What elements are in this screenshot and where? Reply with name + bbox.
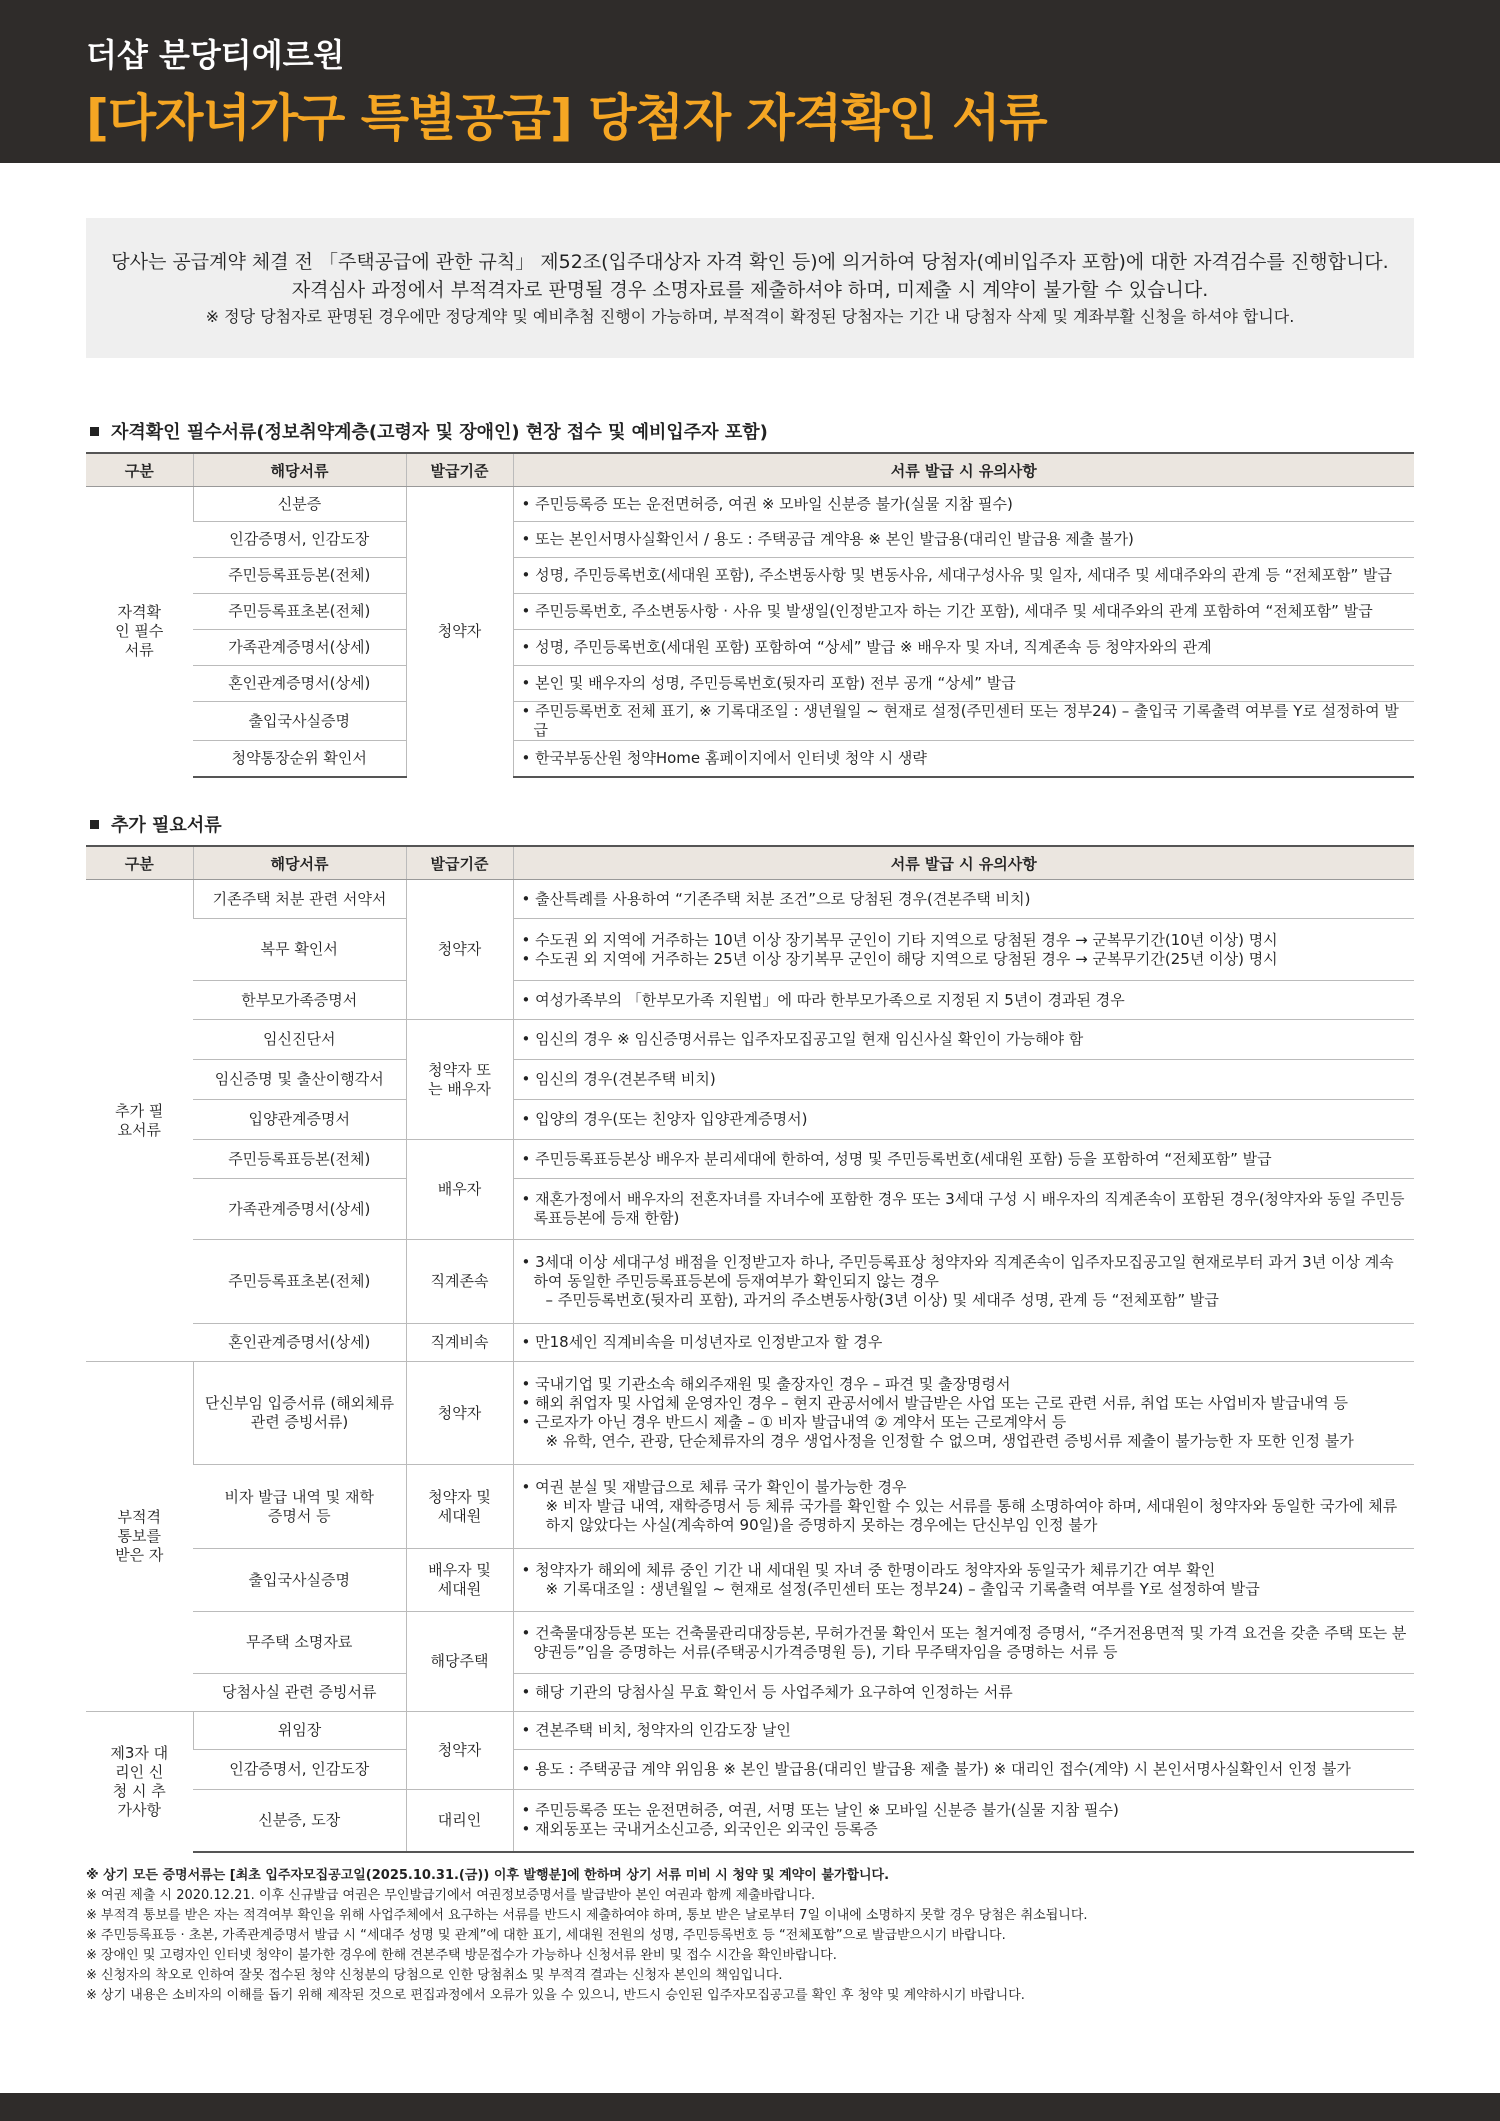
doc-cell: 단신부임 입증서류 (해외체류 관련 증빙서류)	[193, 1362, 406, 1465]
footnote: ※ 신청자의 착오로 인하여 잘못 접수된 청약 신청분의 당첨으로 인한 당첨취소 및 부적격 결과는 신청자 본인의 책임입니다.	[86, 1968, 783, 1983]
table-header-row	[86, 846, 1414, 880]
table-row	[86, 981, 1414, 1020]
note-line: • 견본주택 비치, 청약자의 인감도장 날인	[522, 1721, 1409, 1740]
note-line: • 재외동포는 국내거소신고증, 외국인은 외국인 등록증	[522, 1820, 1409, 1839]
note-cell	[513, 1750, 1414, 1790]
note-cell	[513, 1140, 1414, 1179]
doc-cell: 인감증명서, 인감도장	[193, 522, 406, 558]
group-label: 추가 필요서류	[115, 1101, 164, 1139]
note-line: • 입양의 경우(또는 친양자 입양관계증명서)	[522, 1110, 1409, 1129]
note-line: • 만18세인 직계비속을 미성년자로 인정받고자 할 경우	[522, 1333, 1409, 1352]
note-cell	[513, 1712, 1414, 1750]
page-footer-bar	[0, 2093, 1500, 2121]
note-line: • 주민등록증 또는 운전면허증, 여권, 서명 또는 날인 ※ 모바일 신분증 불가(실물 지참 필수)	[522, 1801, 1409, 1820]
basis-cell: 청약자	[406, 1712, 513, 1790]
basis-cell: 해당주택	[406, 1612, 513, 1712]
additional-docs-table	[86, 845, 1414, 1853]
basis-cell: 직계비속	[406, 1324, 513, 1362]
table-row	[86, 630, 1414, 666]
doc-cell: 혼인관계증명서(상세)	[193, 1324, 406, 1362]
table-row	[86, 1750, 1414, 1790]
note-line: • 건축물대장등본 또는 건축물관리대장등본, 무허가건물 확인서 또는 철거예정 증명서, “주거전용면적 및 가격 요건을 갖춘 주택 또는 분양권등”임을 증명하는 서류(주택공시가격증명원 등), 기타 무주택자임을 증명하는 서류 등	[522, 1624, 1409, 1662]
doc-cell: 임신증명 및 출산이행각서	[193, 1060, 406, 1100]
table-header-row	[86, 453, 1414, 487]
doc-cell: 임신진단서	[193, 1020, 406, 1060]
basis-cell: 직계존속	[406, 1240, 513, 1324]
section-2-title: 추가 필요서류	[111, 815, 222, 836]
note-line: – 주민등록번호(뒷자리 포함), 과거의 주소변동사항(3년 이상) 및 세대주 성명, 관계 등 “전체포함” 발급	[545, 1291, 1219, 1309]
intro-line-1: 당사는 공급계약 체결 전 「주택공급에 관한 규칙」 제52조(입주대상자 자격 확인 등)에 의거하여 당첨자(예비입주자 포함)에 대한 자격검수를 진행합니다.	[111, 251, 1389, 273]
note-line: • 용도 : 주택공급 계약 위임용 ※ 본인 발급용(대리인 발급용 제출 불가) ※ 대리인 접수(계약) 시 본인서명사실확인서 인정 불가	[522, 1760, 1409, 1779]
footnote: ※ 주민등록표등 · 초본, 가족관계증명서 발급 시 “세대주 성명 및 관계”에 대한 표기, 세대원 전원의 성명, 주민등록번호 등 “전체포함”으로 발급받으시기 바랍니다.	[86, 1928, 1006, 1943]
group-cell	[86, 487, 193, 777]
basis-cell	[406, 1465, 513, 1549]
bullet-square-icon	[90, 820, 99, 829]
table-row	[86, 1140, 1414, 1179]
footnote: ※ 여권 제출 시 2020.12.21. 이후 신규발급 여권은 무인발급기에서 여권정보증명서를 발급받아 본인 여권과 함께 제출바랍니다.	[86, 1888, 816, 1903]
doc-cell: 주민등록표초본(전체)	[193, 1240, 406, 1324]
note-line: • 출산특례를 사용하여 “기존주택 처분 조건”으로 당첨된 경우(견본주택 비치)	[522, 890, 1409, 909]
note-line: ※ 비자 발급 내역, 재학증명서 등 체류 국가를 확인할 수 있는 서류를 통해 소명하여야 하며, 세대원이 청약자와 동일한 국가에 체류하지 않았다는 사실(계속하여 90일)을 증명하지 못하는 경우에는 단신부임 인정 불가	[545, 1497, 1398, 1534]
note-line: • 수도권 외 지역에 거주하는 25년 이상 장기복무 군인이 해당 지역으로 당첨된 경우 → 군복무기간(25년 이상) 명시	[522, 950, 1409, 969]
basis-label: 청약자 및 세대원	[428, 1487, 491, 1525]
note-cell	[513, 487, 1414, 522]
table-row	[86, 487, 1414, 522]
note-line: • 수도권 외 지역에 거주하는 10년 이상 장기복무 군인이 기타 지역으로 당첨된 경우 → 군복무기간(10년 이상) 명시	[522, 931, 1409, 950]
footnote: ※ 부적격 통보를 받은 자는 적격여부 확인을 위해 사업주체에서 요구하는 서류를 반드시 제출하여야 하며, 통보 받은 날로부터 7일 이내에 소명하지 못할 경우 당첨은 취소됩니다.	[86, 1908, 1088, 1923]
note-line: • 근로자가 아닌 경우 반드시 제출 – ① 비자 발급내역 ② 계약서 또는 근로계약서 등	[522, 1413, 1409, 1432]
table-row	[86, 919, 1414, 981]
section-2-heading	[90, 811, 222, 837]
doc-cell: 주민등록표초본(전체)	[193, 594, 406, 630]
table-row	[86, 1324, 1414, 1362]
table-row	[86, 1179, 1414, 1240]
note-cell	[513, 666, 1414, 702]
group-label: 부적격 통보를 받은 자	[115, 1508, 164, 1564]
footnote: ※ 장애인 및 고령자인 인터넷 청약이 불가한 경우에 한해 견본주택 방문접수가 가능하나 신청서류 완비 및 접수 시간을 확인바랍니다.	[86, 1948, 837, 1963]
table-row	[86, 1465, 1414, 1549]
doc-cell: 한부모가족증명서	[193, 981, 406, 1020]
bullet-square-icon	[90, 427, 99, 436]
note-line: • 해외 취업자 및 사업체 운영자인 경우 – 현지 관공서에서 발급받은 사업 또는 근로 관련 서류, 취업 또는 사업비자 발급내역 등	[522, 1394, 1409, 1413]
table-row	[86, 558, 1414, 594]
doc-cell: 위임장	[193, 1712, 406, 1750]
note-cell	[513, 919, 1414, 981]
table-row	[86, 1240, 1414, 1324]
basis-cell	[406, 1549, 513, 1612]
note-line: • 청약자가 해외에 체류 중인 기간 내 세대원 및 자녀 중 한명이라도 청약자와 동일국가 체류기간 여부 확인	[522, 1561, 1409, 1580]
col-header: 구분	[86, 453, 193, 487]
col-header: 발급기준	[406, 846, 513, 880]
doc-cell: 입양관계증명서	[193, 1100, 406, 1140]
intro-line-2: 자격심사 과정에서 부적격자로 판명될 경우 소명자료를 제출하셔야 하며, 미제출 시 계약이 불가할 수 있습니다.	[291, 279, 1209, 301]
doc-cell: 무주택 소명자료	[193, 1612, 406, 1674]
note-line: • 또는 본인서명사실확인서 / 용도 : 주택공급 계약용 ※ 본인 발급용(대리인 발급용 제출 불가)	[522, 530, 1409, 549]
note-line: • 임신의 경우(견본주택 비치)	[522, 1070, 1409, 1089]
note-line: • 주민등록번호 전체 표기, ※ 기록대조일 : 생년월일 ~ 현재로 설정(주민센터 또는 정부24) – 출입국 기록출력 여부를 Y로 설정하여 발급	[522, 702, 1409, 740]
col-header: 서류 발급 시 유의사항	[513, 846, 1414, 880]
note-cell	[513, 702, 1414, 741]
note-cell	[513, 880, 1414, 919]
note-cell	[513, 1240, 1414, 1324]
note-cell	[513, 522, 1414, 558]
basis-cell: 청약자	[406, 880, 513, 1020]
col-header: 구분	[86, 846, 193, 880]
basis-label: 청약자 또는 배우자	[428, 1060, 491, 1098]
note-line: • 3세대 이상 세대구성 배점을 인정받고자 하나, 주민등록표상 청약자와 직계존속이 입주자모집공고일 현재로부터 과거 3년 이상 계속하여 동일한 주민등록표등본에 등재여부가 확인되지 않는 경우	[522, 1253, 1409, 1291]
basis-cell	[406, 1020, 513, 1140]
col-header: 해당서류	[193, 846, 406, 880]
col-header: 발급기준	[406, 453, 513, 487]
table-row	[86, 1362, 1414, 1465]
note-cell	[513, 1674, 1414, 1712]
note-cell	[513, 1179, 1414, 1240]
note-line: • 한국부동산원 청약Home 홈페이지에서 인터넷 청약 시 생략	[522, 749, 1409, 768]
note-line: • 해당 기관의 당첨사실 무효 확인서 등 사업주체가 요구하여 인정하는 서류	[522, 1683, 1409, 1702]
doc-cell: 신분증	[193, 487, 406, 522]
basis-label: 배우자 및 세대원	[428, 1561, 491, 1598]
note-line: • 성명, 주민등록번호(세대원 포함) 포함하여 “상세” 발급 ※ 배우자 및 자녀, 직계존속 등 청약자와의 관계	[522, 638, 1409, 657]
footnotes	[86, 1866, 1426, 2006]
table-row	[86, 666, 1414, 702]
note-line: • 여권 분실 및 재발급으로 체류 국가 확인이 불가능한 경우	[522, 1478, 1409, 1497]
doc-cell: 혼인관계증명서(상세)	[193, 666, 406, 702]
page-title: [다자녀가구 특별공급] 당첨자 자격확인 서류	[86, 89, 1047, 147]
table-row	[86, 1060, 1414, 1100]
note-cell	[513, 630, 1414, 666]
basis-cell: 청약자	[406, 1362, 513, 1465]
basis-cell: 대리인	[406, 1790, 513, 1852]
note-line: • 국내기업 및 기관소속 해외주재원 및 출장자인 경우 – 파견 및 출장명령서	[522, 1375, 1409, 1394]
group-label: 제3자 대리인 신청 시 추가사항	[110, 1743, 169, 1819]
group-cell	[86, 880, 193, 1362]
note-cell	[513, 594, 1414, 630]
group-label: 자격확인 필수서류	[115, 603, 164, 660]
doc-cell: 당첨사실 관련 증빙서류	[193, 1674, 406, 1712]
col-header: 해당서류	[193, 453, 406, 487]
table-row	[86, 1674, 1414, 1712]
doc-cell: 인감증명서, 인감도장	[193, 1750, 406, 1790]
note-cell	[513, 1549, 1414, 1612]
doc-cell: 청약통장순위 확인서	[193, 741, 406, 777]
intro-box	[86, 218, 1414, 358]
footnote: ※ 상기 내용은 소비자의 이해를 돕기 위해 제작된 것으로 편집과정에서 오류가 있을 수 있으니, 반드시 승인된 입주자모집공고를 확인 후 청약 및 계약하시기 바랍니다.	[86, 1988, 1025, 2003]
note-cell	[513, 1612, 1414, 1674]
doc-cell: 복무 확인서	[193, 919, 406, 981]
required-docs-table	[86, 452, 1414, 778]
brand-name: 더샵 분당티에르원	[86, 36, 345, 74]
footnote: ※ 상기 모든 증명서류는 [최초 입주자모집공고일(2025.10.31.(금)) 이후 발행분]에 한하며 상기 서류 미비 시 청약 및 계약이 불가합니다.	[86, 1868, 890, 1883]
note-line: • 주민등록표등본상 배우자 분리세대에 한하여, 성명 및 주민등록번호(세대원 포함) 등을 포함하여 “전체포함” 발급	[522, 1150, 1409, 1169]
note-cell	[513, 741, 1414, 777]
doc-label: 비자 발급 내역 및 재학증명서 등	[224, 1487, 374, 1525]
basis-cell: 배우자	[406, 1140, 513, 1240]
basis-cell: 청약자	[406, 487, 513, 777]
note-cell	[513, 1465, 1414, 1549]
doc-cell: 출입국사실증명	[193, 702, 406, 741]
table-row	[86, 522, 1414, 558]
doc-cell: 출입국사실증명	[193, 1549, 406, 1612]
group-cell	[86, 1712, 193, 1852]
doc-cell: 가족관계증명서(상세)	[193, 630, 406, 666]
intro-note: ※ 정당 당첨자로 판명된 경우에만 정당계약 및 예비추첨 진행이 가능하며, 부적격이 확정된 당첨자는 기간 내 당첨자 삭제 및 계좌부활 신청을 하셔야 합니다.	[205, 307, 1295, 326]
note-line: ※ 기록대조일 : 생년월일 ~ 현재로 설정(주민센터 또는 정부24) – 출입국 기록출력 여부를 Y로 설정하여 발급	[545, 1580, 1260, 1598]
note-line: • 여성가족부의 「한부모가족 지원법」에 따라 한부모가족으로 지정된 지 5년이 경과된 경우	[522, 991, 1409, 1010]
note-cell	[513, 1020, 1414, 1060]
section-1-title: 자격확인 필수서류(정보취약계층(고령자 및 장애인) 현장 접수 및 예비입주자 포함)	[111, 422, 768, 443]
note-line: • 주민등록번호, 주소변동사항 · 사유 및 발생일(인정받고자 하는 기간 포함), 세대주 및 세대주와의 관계 포함하여 “전체포함” 발급	[522, 602, 1409, 621]
page-header	[0, 0, 1500, 163]
table-row	[86, 1790, 1414, 1852]
note-line: • 주민등록증 또는 운전면허증, 여권 ※ 모바일 신분증 불가(실물 지참 필수)	[522, 495, 1409, 514]
doc-cell: 기존주택 처분 관련 서약서	[193, 880, 406, 919]
note-cell	[513, 1362, 1414, 1465]
section-1-heading	[90, 418, 768, 444]
note-cell	[513, 1790, 1414, 1852]
table-row	[86, 1712, 1414, 1750]
table-row	[86, 1020, 1414, 1060]
table-row	[86, 880, 1414, 919]
doc-cell: 신분증, 도장	[193, 1790, 406, 1852]
col-header: 서류 발급 시 유의사항	[513, 453, 1414, 487]
table-row	[86, 1549, 1414, 1612]
group-cell	[86, 1362, 193, 1712]
note-line: • 재혼가정에서 배우자의 전혼자녀를 자녀수에 포함한 경우 또는 3세대 구성 시 배우자의 직계존속이 포함된 경우(청약자와 동일 주민등록표등본에 등재 한함)	[522, 1190, 1409, 1228]
doc-cell	[193, 1465, 406, 1549]
doc-cell: 가족관계증명서(상세)	[193, 1179, 406, 1240]
doc-cell: 주민등록표등본(전체)	[193, 558, 406, 594]
note-line: • 본인 및 배우자의 성명, 주민등록번호(뒷자리 포함) 전부 공개 “상세” 발급	[522, 674, 1409, 693]
doc-cell: 주민등록표등본(전체)	[193, 1140, 406, 1179]
note-cell	[513, 1060, 1414, 1100]
table-row	[86, 1612, 1414, 1674]
note-cell	[513, 558, 1414, 594]
table-row	[86, 594, 1414, 630]
table-row	[86, 741, 1414, 777]
note-cell	[513, 981, 1414, 1020]
note-line: ※ 유학, 연수, 관광, 단순체류자의 경우 생업사정을 인정할 수 없으며, 생업관련 증빙서류 제출이 불가능한 자 또한 인정 불가	[545, 1432, 1354, 1450]
note-cell	[513, 1324, 1414, 1362]
note-cell	[513, 1100, 1414, 1140]
note-line: • 성명, 주민등록번호(세대원 포함), 주소변동사항 및 변동사유, 세대구성사유 및 일자, 세대주 및 세대주와의 관계 등 “전체포함” 발급	[522, 566, 1409, 585]
note-line: • 임신의 경우 ※ 임신증명서류는 입주자모집공고일 현재 임신사실 확인이 가능해야 함	[522, 1030, 1409, 1049]
table-row	[86, 1100, 1414, 1140]
table-row	[86, 702, 1414, 741]
